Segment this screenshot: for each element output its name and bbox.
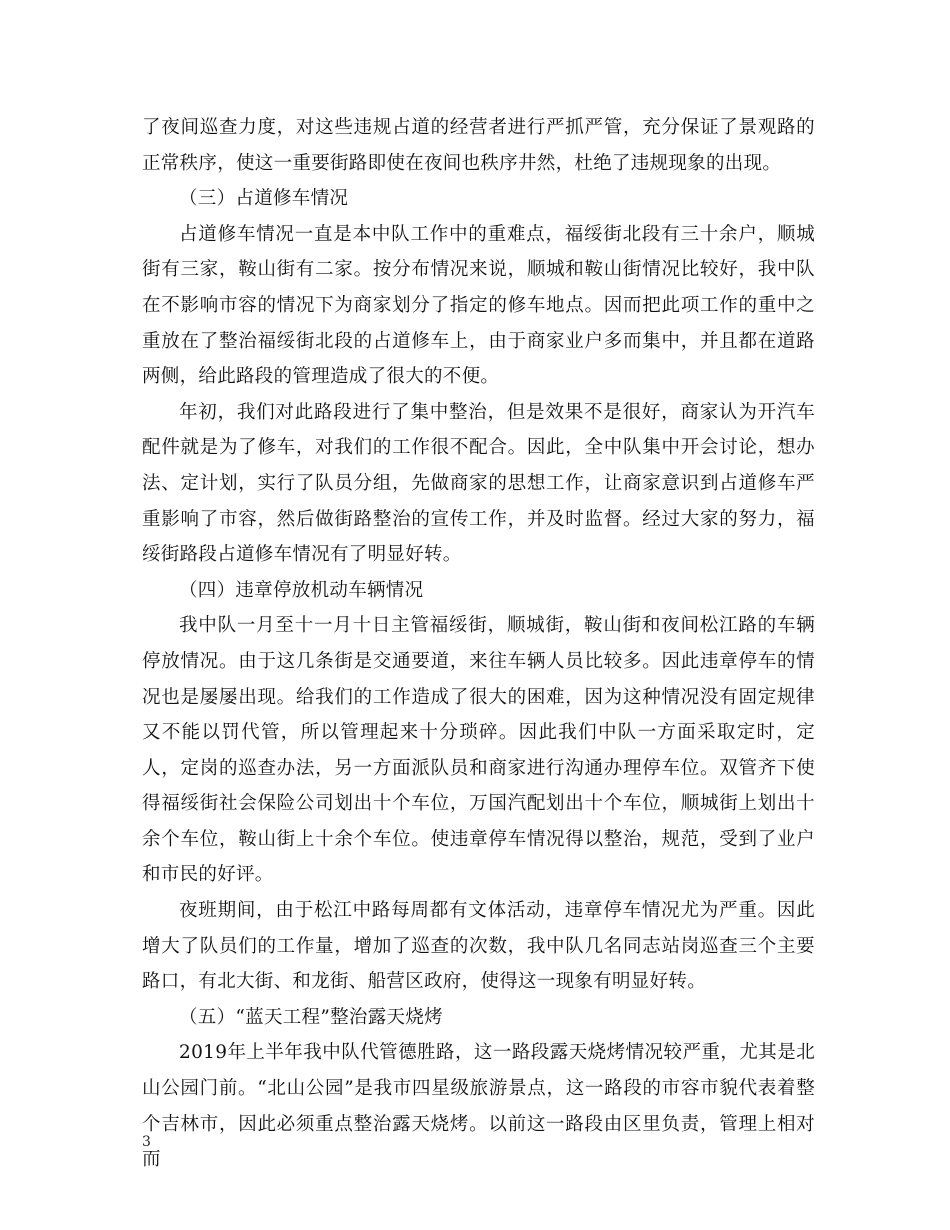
paragraph: 占道修车情况一直是本中队工作中的重难点，福绥街北段有三十余户，顺城街有三家，鞍山街有二家。按分布情况来说，顺城和鞍山街情况比较好，我中队在不影响市容的情况下为商家划分了指定的修车地点。因而把此项工作的重中之重放在了整治福绥街北段的占道修车上，由于商家业户多而集中，并且都在道路两侧，给此路段的管理造成了很大的不便。 xyxy=(142,223,815,388)
document-body xyxy=(142,110,815,1178)
paragraph: 夜班期间，由于松江中路每周都有文体活动，违章停车情况尤为严重。因此增大了队员们的工作量，增加了巡查的次数，我中队几名同志站岗巡查三个主要路口，有北大街、和龙街、船营区政府，使得这一现象有明显好转。 xyxy=(142,900,815,993)
page-number: 3 xyxy=(142,1134,151,1150)
paragraph: 年初，我们对此路段进行了集中整治，但是效果不是很好，商家认为开汽车配件就是为了修车，对我们的工作很不配合。因此，全中队集中开会讨论，想办法、定计划，实行了队员分组，先做商家的思想工作，让商家意识到占道修车严重影响了市容，然后做街路整治的宣传工作，并及时监督。经过大家的努力，福绥街路段占道修车情况有了明显好转。 xyxy=(142,401,815,566)
section-heading-4: （四）违章停放机动车辆情况 xyxy=(179,579,424,601)
paragraph: 2019年上半年我中队代管德胜路，这一路段露天烧烤情况较严重，尤其是北山公园门前。“北山公园”是我市四星级旅游景点，这一路段的市容市貌代表着整个吉林市，因此必须重点整治露天烧烤。以前这一路段由区里负责，管理上相对而 xyxy=(142,1042,815,1171)
section-heading-5: （五）“蓝天工程”整治露天烧烤 xyxy=(179,1006,443,1028)
paragraph: 我中队一月至十一月十日主管福绥街，顺城街，鞍山街和夜间松江路的车辆停放情况。由于这几条街是交通要道，来往车辆人员比较多。因此违章停车的情况也是屡屡出现。给我们的工作造成了很大的困难，因为这种情况没有固定规律又不能以罚代管，所以管理起来十分琐碎。因此我们中队一方面采取定时，定人，定岗的巡查办法，另一方面派队员和商家进行沟通办理停车位。双管齐下使得福绥街社会保险公司划出十个车位，万国汽配划出十个车位，顺城街上划出十余个车位，鞍山街上十余个车位。使违章停车情况得以整治，规范，受到了业户和市民的好评。 xyxy=(142,615,815,886)
paragraph-continuation: 了夜间巡查力度，对这些违规占道的经营者进行严抓严管，充分保证了景观路的正常秩序，使这一重要街路即使在夜间也秩序井然，杜绝了违规现象的出现。 xyxy=(142,117,815,174)
section-heading-3: （三）占道修车情况 xyxy=(179,188,349,210)
